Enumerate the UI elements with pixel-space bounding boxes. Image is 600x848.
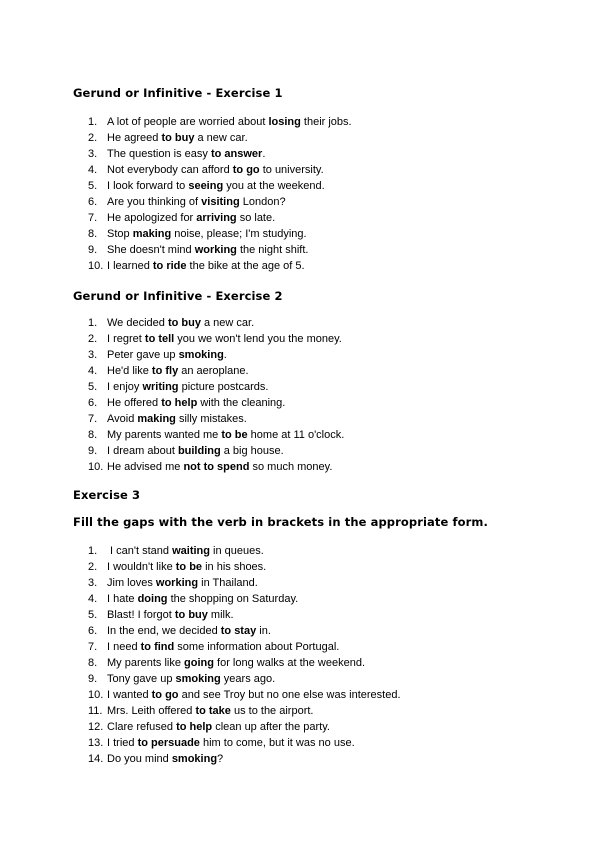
sentence-prefix: He apologized for bbox=[107, 212, 197, 224]
sentence-prefix: I look forward to bbox=[107, 180, 189, 192]
item-sentence bbox=[107, 751, 223, 767]
sentence-suffix: an aeroplane. bbox=[178, 365, 249, 377]
answer-verb: to take bbox=[195, 705, 231, 717]
item-sentence bbox=[107, 242, 308, 258]
sentence-suffix: the bike at the age of 5. bbox=[186, 260, 305, 272]
answer-verb: to buy bbox=[174, 609, 208, 621]
item-sentence bbox=[107, 655, 365, 671]
sentence-prefix: Blast! I forgot bbox=[107, 609, 175, 621]
item-number: 8. bbox=[88, 657, 98, 669]
answer-verb: making bbox=[137, 413, 176, 425]
sentence-suffix: to university. bbox=[259, 164, 324, 176]
sentence-suffix: and see Troy but no one else was interested. bbox=[178, 689, 401, 701]
sentence-suffix: clean up after the party. bbox=[212, 721, 330, 733]
sentence-suffix: with the cleaning. bbox=[197, 397, 286, 409]
sentence-prefix: We decided bbox=[107, 317, 168, 329]
exercise-3-title: Exercise 3 bbox=[73, 488, 141, 502]
answer-verb: to stay bbox=[220, 625, 257, 637]
item-sentence bbox=[107, 443, 284, 459]
sentence-prefix: Tony gave up bbox=[107, 673, 176, 685]
sentence-prefix: I learned bbox=[107, 260, 153, 272]
item-number: 1. bbox=[88, 545, 98, 557]
list-item bbox=[73, 687, 573, 703]
sentence-suffix: years ago. bbox=[220, 673, 276, 685]
sentence-suffix: ? bbox=[217, 753, 224, 765]
sentence-suffix: the shopping on Saturday. bbox=[167, 593, 299, 605]
item-number: 3. bbox=[88, 148, 98, 160]
item-number: 11. bbox=[88, 705, 103, 717]
item-sentence bbox=[107, 719, 330, 735]
item-number: 4. bbox=[88, 593, 98, 605]
list-item bbox=[73, 130, 573, 146]
answer-verb: to help bbox=[176, 721, 213, 733]
sentence-suffix: so late. bbox=[236, 212, 276, 224]
sentence-suffix: a big house. bbox=[220, 445, 284, 457]
sentence-prefix: She doesn't mind bbox=[107, 244, 195, 256]
sentence-prefix: Are you thinking of bbox=[107, 196, 202, 208]
sentence-prefix: My parents like bbox=[107, 657, 185, 669]
exercise-3-list bbox=[73, 543, 573, 767]
sentence-suffix: . bbox=[262, 148, 266, 160]
sentence-suffix: in. bbox=[256, 625, 271, 637]
item-number: 5. bbox=[88, 381, 98, 393]
exercise-1-list bbox=[73, 114, 573, 274]
exercise-2-title: Gerund or Infinitive - Exercise 2 bbox=[73, 289, 283, 303]
exercise-1-title: Gerund or Infinitive - Exercise 1 bbox=[73, 86, 283, 100]
item-sentence bbox=[107, 459, 332, 475]
sentence-suffix: in Thailand. bbox=[198, 577, 258, 589]
item-sentence bbox=[107, 162, 324, 178]
item-sentence bbox=[107, 591, 298, 607]
sentence-suffix: us to the airport. bbox=[230, 705, 314, 717]
sentence-suffix: silly mistakes. bbox=[175, 413, 247, 425]
list-item bbox=[73, 411, 573, 427]
sentence-prefix: He'd like bbox=[107, 365, 152, 377]
item-number: 3. bbox=[88, 349, 98, 361]
item-sentence bbox=[107, 226, 307, 242]
item-sentence bbox=[107, 210, 275, 226]
item-sentence bbox=[107, 130, 248, 146]
sentence-prefix: I regret bbox=[107, 333, 145, 345]
item-number: 4. bbox=[88, 365, 98, 377]
item-number: 4. bbox=[88, 164, 98, 176]
sentence-prefix: A lot of people are worried about bbox=[107, 116, 269, 128]
sentence-prefix: He offered bbox=[107, 397, 162, 409]
item-sentence bbox=[107, 623, 271, 639]
item-number: 7. bbox=[88, 413, 98, 425]
answer-verb: working bbox=[155, 577, 199, 589]
answer-verb: going bbox=[184, 657, 214, 669]
item-sentence bbox=[107, 703, 313, 719]
answer-verb: to fly bbox=[151, 365, 179, 377]
answer-verb: writing bbox=[142, 381, 179, 393]
sentence-suffix: noise, please; I'm studying. bbox=[171, 228, 307, 240]
item-number: 6. bbox=[88, 397, 98, 409]
sentence-suffix: so much money. bbox=[249, 461, 333, 473]
item-number: 9. bbox=[88, 673, 98, 685]
item-sentence bbox=[107, 735, 355, 751]
item-sentence bbox=[107, 395, 285, 411]
item-number: 1. bbox=[88, 116, 98, 128]
list-item bbox=[73, 443, 573, 459]
answer-verb: seeing bbox=[188, 180, 224, 192]
item-sentence bbox=[107, 687, 401, 703]
sentence-suffix: home at 11 o'clock. bbox=[247, 429, 345, 441]
answer-verb: to buy bbox=[161, 132, 195, 144]
sentence-suffix: in his shoes. bbox=[202, 561, 267, 573]
sentence-prefix: In the end, we decided bbox=[107, 625, 221, 637]
sentence-prefix: He advised me bbox=[107, 461, 184, 473]
item-number: 5. bbox=[88, 180, 98, 192]
sentence-suffix: a new car. bbox=[194, 132, 248, 144]
item-sentence bbox=[107, 114, 352, 130]
item-number: 1. bbox=[88, 317, 98, 329]
list-item bbox=[73, 751, 573, 767]
answer-verb: making bbox=[132, 228, 172, 240]
list-item bbox=[73, 575, 573, 591]
sentence-suffix: a new car. bbox=[200, 317, 255, 329]
list-item bbox=[73, 591, 573, 607]
item-number: 2. bbox=[88, 132, 98, 144]
item-number: 2. bbox=[88, 333, 98, 345]
item-sentence bbox=[107, 411, 247, 427]
answer-verb: doing bbox=[137, 593, 168, 605]
sentence-prefix: Mrs. Leith offered bbox=[107, 705, 196, 717]
list-item bbox=[73, 258, 573, 274]
answer-verb: arriving bbox=[196, 212, 237, 224]
item-number: 10. bbox=[88, 461, 104, 473]
sentence-prefix: I need bbox=[107, 641, 141, 653]
answer-verb: losing bbox=[268, 116, 301, 128]
item-sentence bbox=[107, 427, 344, 443]
item-sentence bbox=[107, 363, 249, 379]
sentence-suffix: picture postcards. bbox=[178, 381, 269, 393]
list-item bbox=[73, 194, 573, 210]
sentence-prefix: My parents wanted me bbox=[107, 429, 222, 441]
list-item bbox=[73, 623, 573, 639]
sentence-prefix: I enjoy bbox=[107, 381, 143, 393]
sentence-prefix: I can't stand bbox=[107, 545, 173, 557]
answer-verb: to buy bbox=[167, 317, 201, 329]
item-number: 3. bbox=[88, 577, 98, 589]
answer-verb: waiting bbox=[172, 545, 210, 557]
list-item bbox=[73, 395, 573, 411]
item-sentence bbox=[107, 607, 234, 623]
sentence-suffix: London? bbox=[239, 196, 286, 208]
list-item bbox=[73, 146, 573, 162]
sentence-suffix: . bbox=[223, 349, 227, 361]
sentence-prefix: I tried bbox=[107, 737, 138, 749]
sentence-prefix: Peter gave up bbox=[107, 349, 179, 361]
list-item bbox=[73, 427, 573, 443]
item-number: 7. bbox=[88, 212, 98, 224]
item-number: 10. bbox=[88, 689, 104, 701]
list-item bbox=[73, 735, 573, 751]
sentence-prefix: Clare refused bbox=[107, 721, 177, 733]
sentence-suffix: milk. bbox=[207, 609, 234, 621]
item-sentence bbox=[107, 258, 305, 274]
item-sentence bbox=[107, 146, 265, 162]
sentence-prefix: I wouldn't like bbox=[107, 561, 176, 573]
list-item bbox=[73, 607, 573, 623]
list-item bbox=[73, 114, 573, 130]
item-number: 7. bbox=[88, 641, 98, 653]
sentence-suffix: their jobs. bbox=[300, 116, 352, 128]
list-item bbox=[73, 559, 573, 575]
answer-verb: to be bbox=[221, 429, 248, 441]
list-item bbox=[73, 242, 573, 258]
item-sentence bbox=[107, 671, 275, 687]
list-item bbox=[73, 719, 573, 735]
item-sentence bbox=[107, 331, 342, 347]
answer-verb: to tell bbox=[144, 333, 175, 345]
item-number: 2. bbox=[88, 561, 98, 573]
answer-verb: to persuade bbox=[137, 737, 200, 749]
list-item bbox=[73, 331, 573, 347]
sentence-prefix: I wanted bbox=[107, 689, 152, 701]
item-number: 6. bbox=[88, 196, 98, 208]
item-sentence bbox=[107, 639, 339, 655]
answer-verb: to go bbox=[232, 164, 260, 176]
sentence-suffix: him to come, but it was no use. bbox=[199, 737, 355, 749]
item-number: 13. bbox=[88, 737, 104, 749]
item-sentence bbox=[107, 194, 286, 210]
answer-verb: working bbox=[194, 244, 237, 256]
item-number: 9. bbox=[88, 244, 98, 256]
answer-verb: building bbox=[177, 445, 221, 457]
item-sentence bbox=[107, 178, 325, 194]
item-sentence bbox=[107, 315, 254, 331]
answer-verb: visiting bbox=[201, 196, 240, 208]
sentence-prefix: Not everybody can afford bbox=[107, 164, 233, 176]
list-item bbox=[73, 639, 573, 655]
answer-verb: to go bbox=[151, 689, 179, 701]
list-item bbox=[73, 162, 573, 178]
item-number: 8. bbox=[88, 228, 98, 240]
sentence-suffix: you we won't lend you the money. bbox=[174, 333, 342, 345]
sentence-prefix: Jim loves bbox=[107, 577, 156, 589]
sentence-prefix: I dream about bbox=[107, 445, 178, 457]
exercise-3-instruction: Fill the gaps with the verb in brackets in the appropriate form. bbox=[73, 515, 488, 529]
list-item bbox=[73, 671, 573, 687]
item-number: 10. bbox=[88, 260, 104, 272]
item-sentence bbox=[107, 559, 266, 575]
answer-verb: smoking bbox=[178, 349, 224, 361]
sentence-prefix: Avoid bbox=[107, 413, 138, 425]
item-number: 6. bbox=[88, 625, 98, 637]
item-number: 5. bbox=[88, 609, 98, 621]
item-number: 8. bbox=[88, 429, 98, 441]
list-item bbox=[73, 379, 573, 395]
sentence-prefix: The question is easy bbox=[107, 148, 211, 160]
answer-verb: to find bbox=[140, 641, 175, 653]
answer-verb: smoking bbox=[175, 673, 221, 685]
item-sentence bbox=[107, 575, 258, 591]
sentence-prefix: I hate bbox=[107, 593, 138, 605]
item-number: 14. bbox=[88, 753, 104, 765]
item-number: 9. bbox=[88, 445, 98, 457]
list-item bbox=[73, 178, 573, 194]
sentence-suffix: some information about Portugal. bbox=[174, 641, 340, 653]
sentence-suffix: for long walks at the weekend. bbox=[213, 657, 365, 669]
list-item bbox=[73, 226, 573, 242]
list-item bbox=[73, 347, 573, 363]
sentence-prefix: He agreed bbox=[107, 132, 162, 144]
item-sentence bbox=[107, 347, 227, 363]
list-item bbox=[73, 459, 573, 475]
answer-verb: to help bbox=[161, 397, 198, 409]
list-item bbox=[73, 363, 573, 379]
list-item bbox=[73, 315, 573, 331]
answer-verb: to answer bbox=[210, 148, 263, 160]
item-sentence bbox=[107, 379, 268, 395]
answer-verb: smoking bbox=[171, 753, 218, 765]
sentence-suffix: you at the weekend. bbox=[223, 180, 325, 192]
sentence-prefix: Stop bbox=[107, 228, 133, 240]
list-item bbox=[73, 543, 573, 559]
list-item bbox=[73, 655, 573, 671]
answer-verb: to ride bbox=[152, 260, 187, 272]
sentence-suffix: the night shift. bbox=[236, 244, 309, 256]
answer-verb: to be bbox=[175, 561, 203, 573]
sentence-suffix: in queues. bbox=[209, 545, 264, 557]
item-sentence bbox=[107, 543, 264, 559]
sentence-prefix: Do you mind bbox=[107, 753, 172, 765]
answer-verb: not to spend bbox=[183, 461, 250, 473]
list-item bbox=[73, 703, 573, 719]
list-item bbox=[73, 210, 573, 226]
exercise-2-list bbox=[73, 315, 573, 475]
item-number: 12. bbox=[88, 721, 104, 733]
